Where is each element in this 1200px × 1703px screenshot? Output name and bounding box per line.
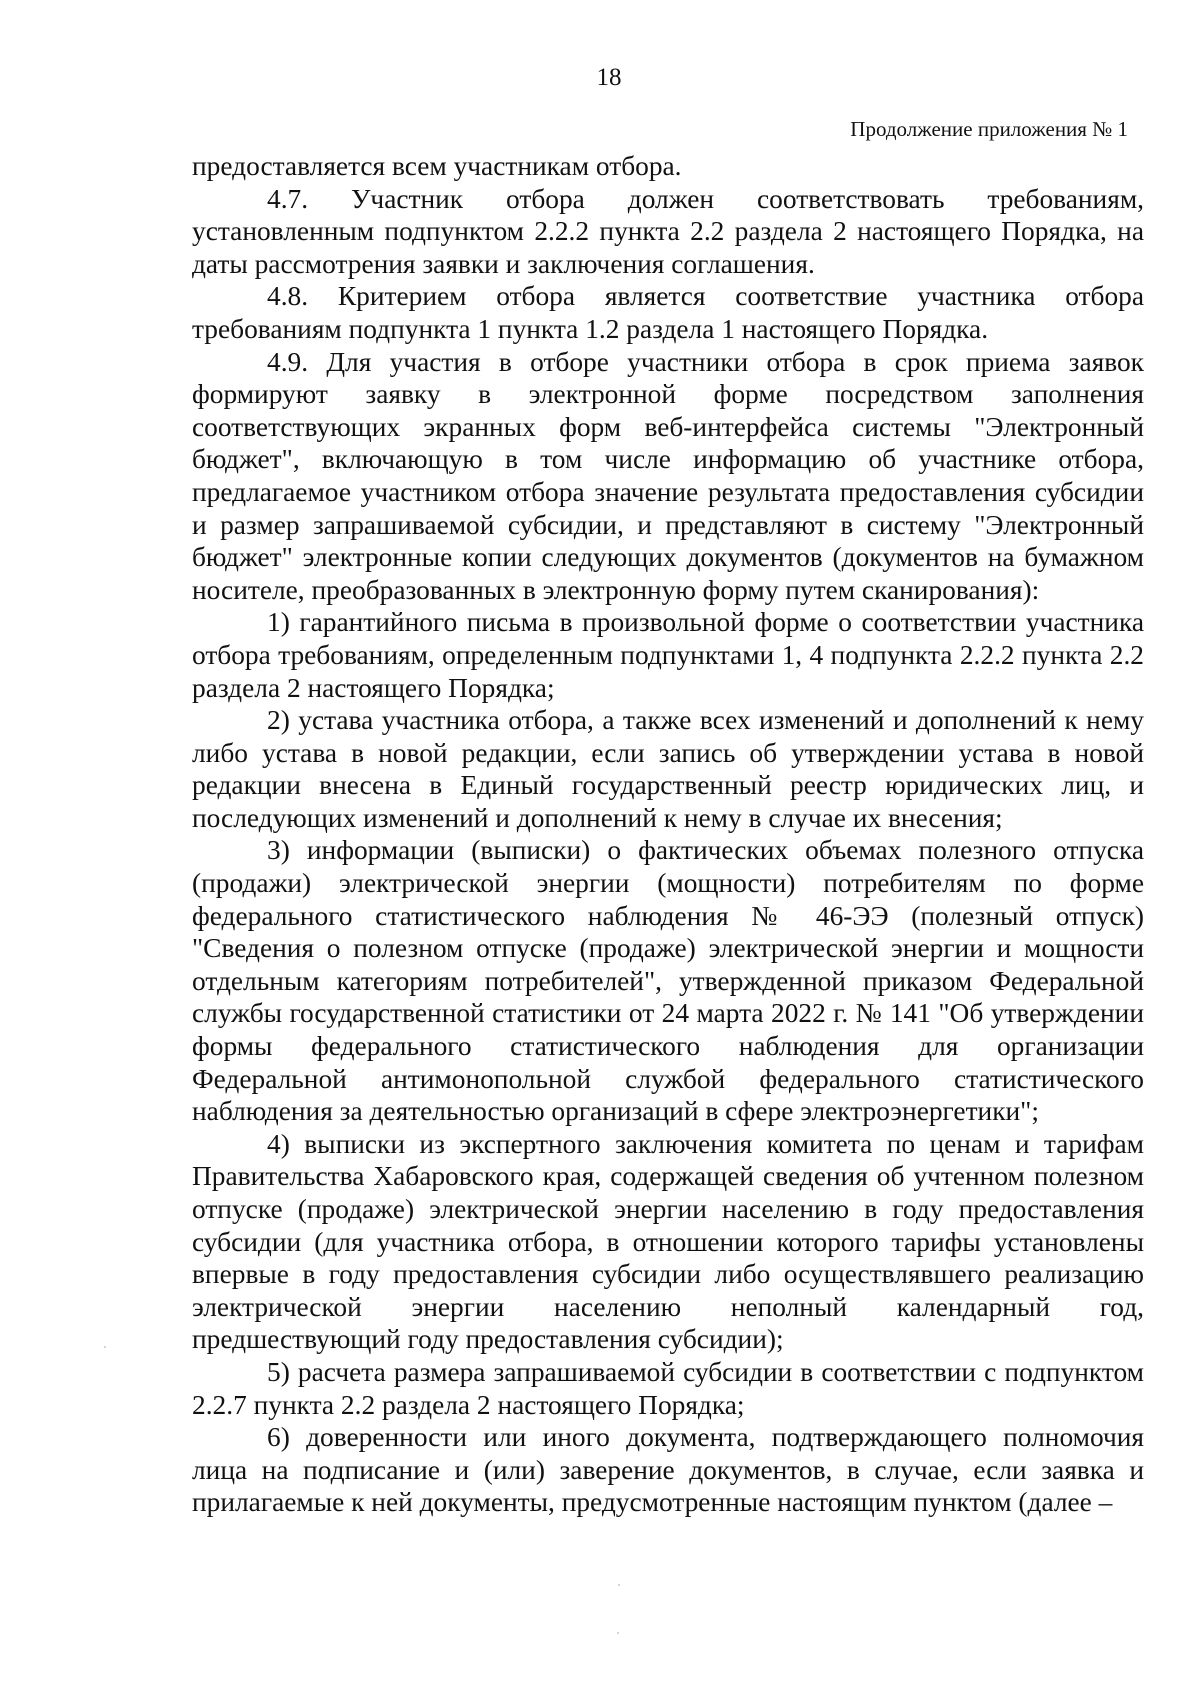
scan-speck [617,1632,619,1634]
paragraph-4-9: 4.9. Для участия в отборе участники отбора в срок приема заявок формируют заявку в электронной форме посредством заполнения соответствующих экранных форм веб-интерфейса системы "Электронный бюджет", включающую в том числе информацию об участнике отбора, предлагаемое участником отбора значение результата предоставления субсидии и размер запрашиваемой субсидии, и представляют в систему "Электронный бюджет" электронные копии следующих документов (документов на бумажном носителе, преобразованных в электронную форму путем сканирования): [192,346,1144,605]
document-body [192,150,1144,1519]
scan-speck [618,1584,620,1586]
paragraph-continuation: предоставляется всем участникам отбора. [192,151,682,181]
paragraph-4-7: 4.7. Участник отбора должен соответствовать требованиям, установленным подпунктом 2.2.2 пункта 2.2 раздела 2 настоящего Порядка, на даты рассмотрения заявки и заключения соглашения. [192,183,1144,279]
list-item-3: 3) информации (выписки) о фактических объемах полезного отпуска (продажи) электрической энергии (мощности) потребителям по форме федерального статистического наблюдения № 46-ЭЭ (полезный отпуск) "Сведения о полезном отпуске (продаже) электрической энергии и мощности отдельным категориям потребителей", утвержденной приказом Федеральной службы государственной статистики от 24 марта 2022 г. № 141 "Об утверждении формы федерального статистического наблюдения для организации Федеральной антимонопольной службой федерального статистического наблюдения за деятельностью организаций в сфере электроэнергетики"; [192,835,1144,1127]
list-item-1: 1) гарантийного письма в произвольной форме о соответствии участника отбора требованиям, определенным подпунктами 1, 4 подпункта 2.2.2 пункта 2.2 раздела 2 настоящего Порядка; [192,607,1144,703]
page-number: 18 [596,64,622,91]
list-item-2: 2) устава участника отбора, а также всех изменений и дополнений к нему либо устава в новой редакции, если запись об утверждении устава в новой редакции внесена в Единый государственный реестр юридических лиц, и последующих изменений и дополнений к нему в случае их внесения; [192,705,1144,833]
paragraph-4-8: 4.8. Критерием отбора является соответствие участника отбора требованиям подпункта 1 пункта 1.2 раздела 1 настоящего Порядка. [192,281,1144,344]
list-item-6: 6) доверенности или иного документа, подтверждающего полномочия лица на подписание и (или) заверение документов, в случае, если заявка и прилагаемые к ней документы, предусмотренные настоящим пунктом (далее – [192,1422,1144,1518]
running-header: Продолжение приложения № 1 [850,117,1128,141]
scan-speck [104,1346,106,1348]
list-item-5: 5) расчета размера запрашиваемой субсидии в соответствии с подпунктом 2.2.7 пункта 2.2 раздела 2 настоящего Порядка; [192,1356,1144,1420]
list-item-4: 4) выписки из экспертного заключения комитета по ценам и тарифам Правительства Хабаровского края, содержащей сведения об учтенном полезном отпуске (продаже) электрической энергии населению в году предоставления субсидии (для участника отбора, в отношении которого тарифы установлены впервые в году предоставления субсидии либо осуществлявшего реализацию электрической энергии населению неполный календарный год, предшествующий году предоставления субсидии); [192,1128,1144,1355]
